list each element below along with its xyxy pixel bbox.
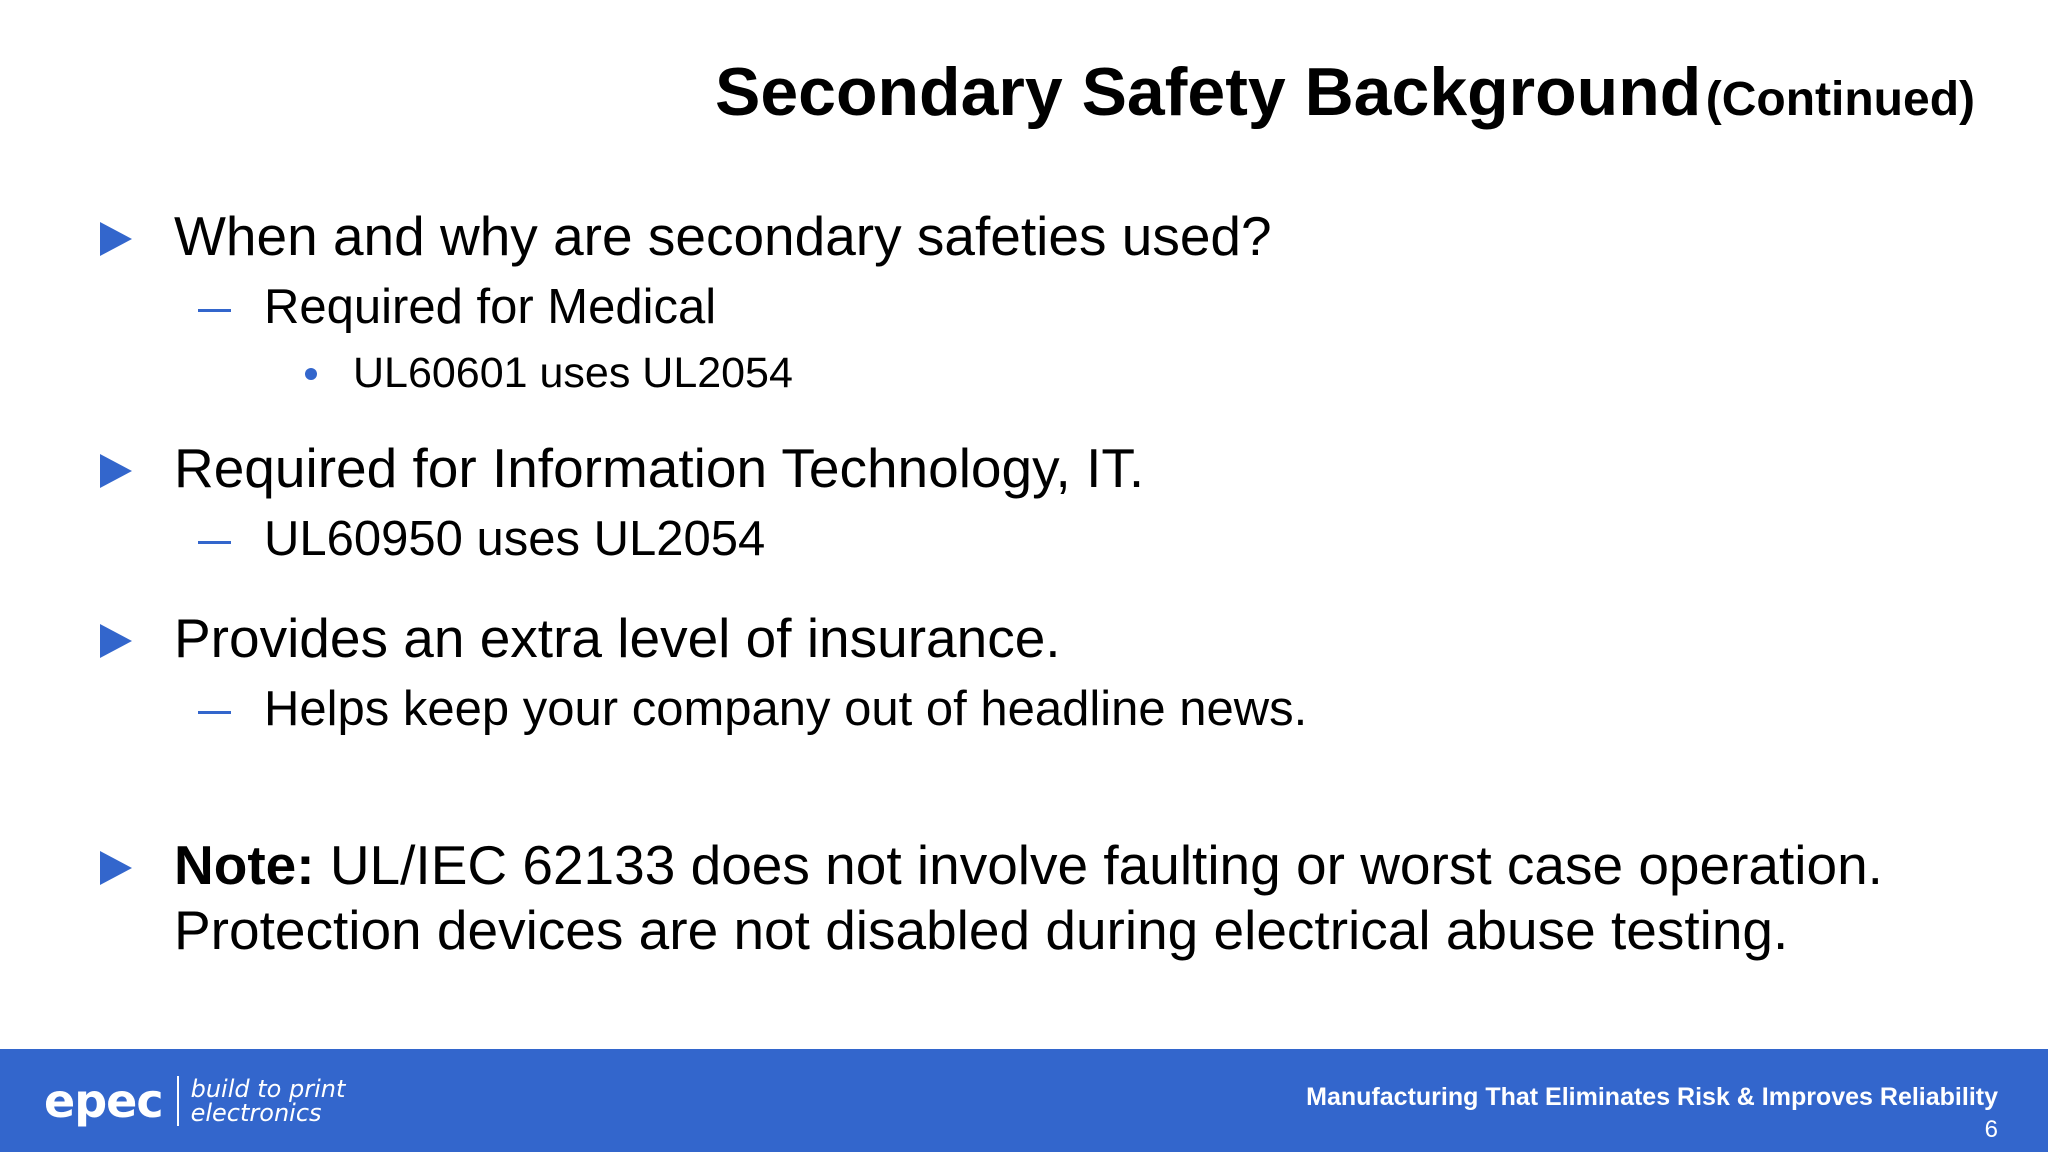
bullet-3-text: Provides an extra level of insurance. xyxy=(174,607,1061,669)
bullet-1-subsub-text: UL60601 uses UL2054 xyxy=(353,349,793,397)
footer-bar xyxy=(0,1049,2048,1152)
triangle-bullet-icon xyxy=(100,624,132,658)
slide-title-suffix: (Continued) xyxy=(1705,73,1975,126)
bullet-2-sub-text: UL60950 uses UL2054 xyxy=(264,512,766,566)
dash-bullet-icon xyxy=(198,541,231,544)
triangle-bullet-icon xyxy=(100,222,132,256)
dot-bullet-icon xyxy=(305,368,317,380)
dash-bullet-icon xyxy=(198,309,231,312)
bullet-2-text: Required for Information Technology, IT. xyxy=(174,437,1145,499)
logo-tagline-line-2: electronics xyxy=(190,1099,322,1127)
triangle-bullet-icon xyxy=(100,851,132,885)
note-line-2: Protection devices are not disabled during electrical abuse testing. xyxy=(174,898,1789,961)
page-number: 6 xyxy=(1984,1116,1998,1143)
note-line-1 xyxy=(174,833,1883,898)
footer-tagline: Manufacturing That Eliminates Risk & Improves Reliability xyxy=(1306,1083,1998,1111)
dash-bullet-icon xyxy=(198,711,231,714)
slide-title xyxy=(714,54,1975,130)
bullet-1-text: When and why are secondary safeties used? xyxy=(174,205,1272,267)
logo-name: epec xyxy=(44,1074,163,1128)
logo-tagline-line-1: build to print xyxy=(190,1075,346,1103)
note-line-1-text: UL/IEC 62133 does not involve faulting or worst case operation. xyxy=(314,834,1883,896)
slide-title-main: Secondary Safety Background xyxy=(714,54,1702,130)
bullet-3-sub-text: Helps keep your company out of headline news. xyxy=(264,682,1308,736)
triangle-bullet-icon xyxy=(100,454,132,488)
note-text xyxy=(174,833,1883,963)
bullet-1-sub-text: Required for Medical xyxy=(264,280,717,334)
logo-tagline xyxy=(191,1077,346,1125)
note-label: Note: xyxy=(174,834,315,896)
epec-logo xyxy=(44,1073,345,1129)
logo-divider xyxy=(177,1076,179,1126)
